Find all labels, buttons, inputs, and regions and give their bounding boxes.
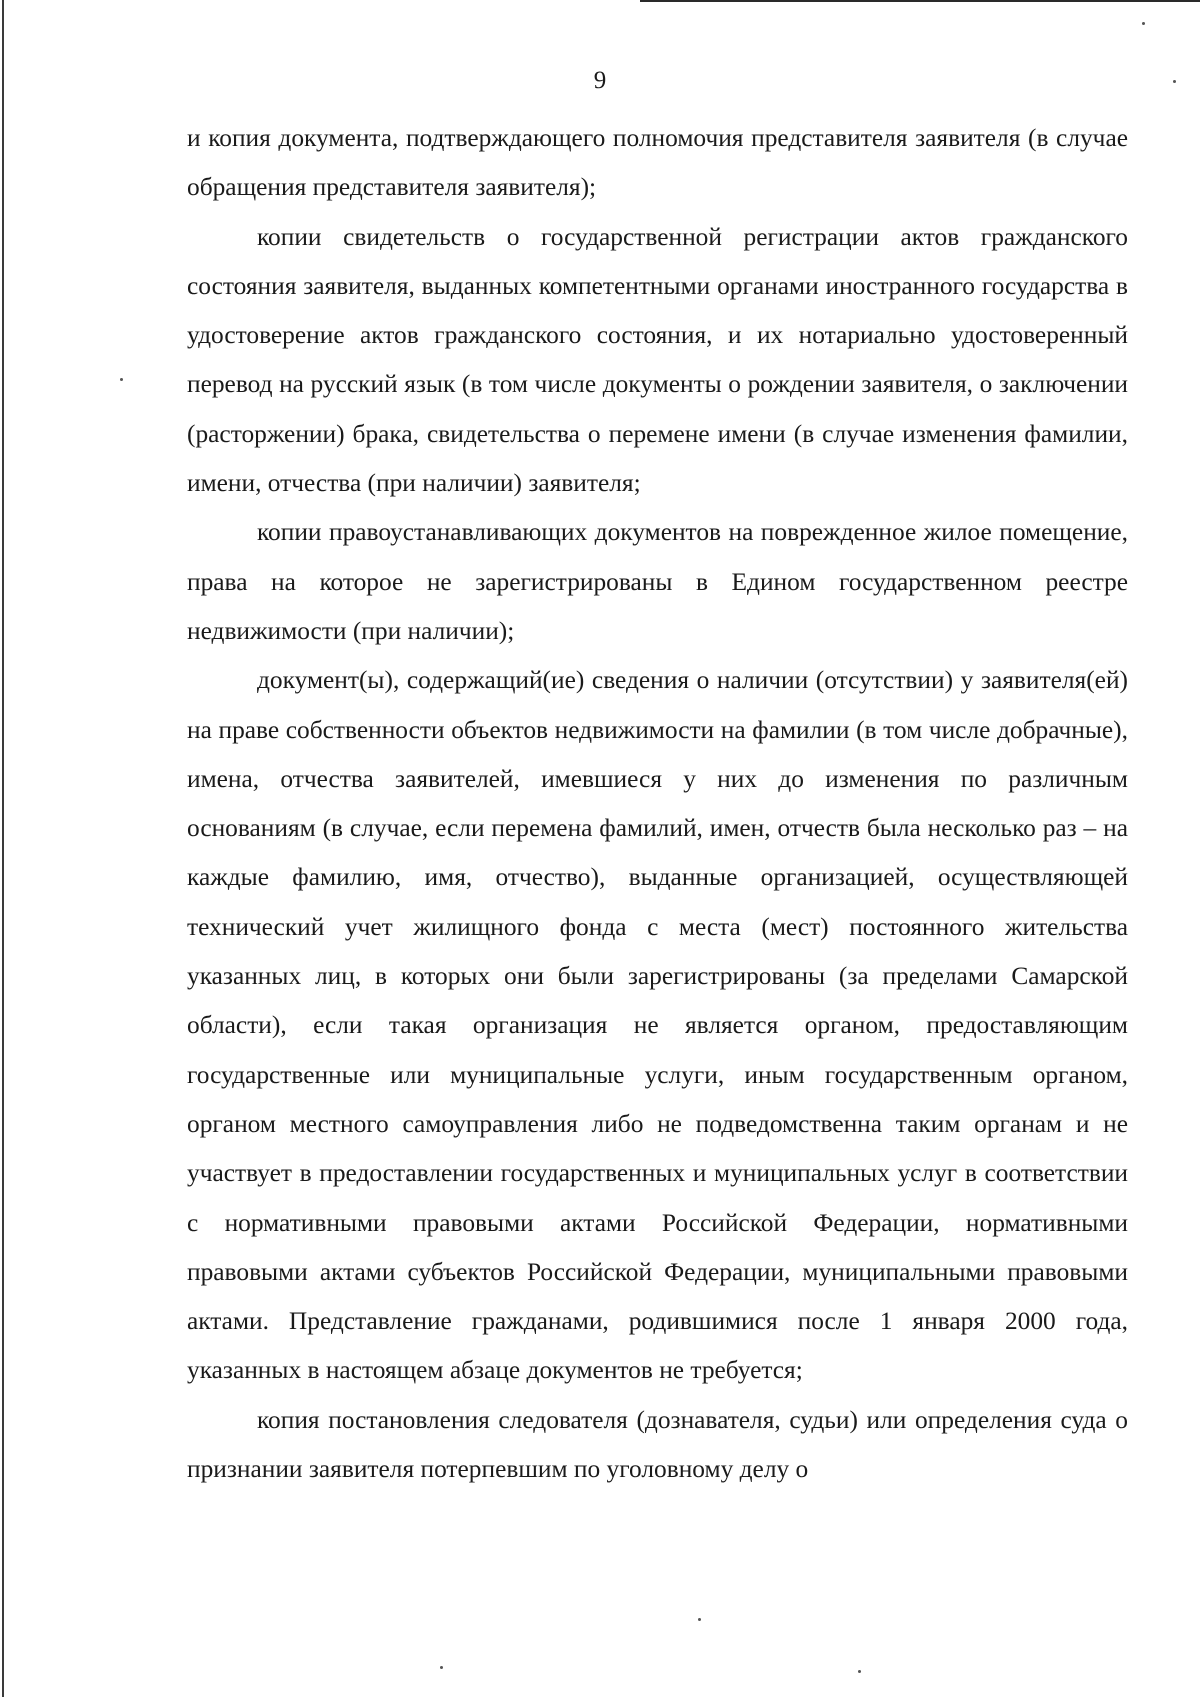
page-number: 9	[593, 67, 607, 94]
paragraph-civil-status-certificates: копии свидетельств о государственной регистрации актов гражданского состояния заявителя, выданных компетентными органами иностранного государства в удостоверение актов гражданского состояния, и их нотариально удостоверенный перевод на русский язык (в том числе документы о рождении заявителя, о заключении (расторжении) брака, свидетельства о перемене имени (в случае изменения фамилии, имени, отчества (при наличии) заявителя;	[187, 222, 1128, 498]
scan-speck	[698, 1618, 701, 1621]
scan-speck	[1173, 80, 1176, 83]
paragraph-continuation: и копия документа, подтверждающего полномочия представителя заявителя (в случае обращения представителя заявителя);	[187, 124, 1128, 202]
scan-speck	[1142, 22, 1145, 25]
scan-top-rule	[640, 0, 1200, 2]
body-text	[187, 114, 1128, 1494]
paragraph-investigator-resolution: копия постановления следователя (дознавателя, судьи) или определения суда о признании заявителя потерпевшим по уголовному делу о	[187, 1405, 1128, 1484]
scan-speck	[858, 1670, 861, 1673]
scan-speck	[120, 378, 123, 381]
paragraph-property-records: документ(ы), содержащий(ие) сведения о наличии (отсутствии) у заявителя(ей) на праве собственности объектов недвижимости на фамилии (в том числе добрачные), имена, отчества заявителей, имевшиеся у них до изменения по различным основаниям (в случае, если перемена фамилий, имен, отчеств была несколько раз – на каждые фамилию, имя, отчество), выданные организацией, осуществляющей технический учет жилищного фонда с места (мест) постоянного жительства указанных лиц, в которых они были зарегистрированы (за пределами Самарской области), если такая организация не является органом, предоставляющим государственные или муниципальные услуги, иным государственным органом, органом местного самоуправления либо не подведомственна таким органам и не участвует в предоставлении государственных и муниципальных услуг в соответствии с нормативными правовыми актами Российской Федерации, нормативными правовыми актами субъектов Российской Федерации, муниципальными правовыми актами. Представление гражданами, родившимися после 1 января 2000 года, указанных в настоящем абзаце документов не требуется;	[187, 666, 1128, 1385]
paragraph-title-documents: копии правоустанавливающих документов на поврежденное жилое помещение, права на которое не зарегистрированы в Едином государственном реестре недвижимости (при наличии);	[187, 518, 1128, 645]
scan-left-edge	[2, 0, 4, 1697]
scan-speck	[440, 1666, 443, 1669]
